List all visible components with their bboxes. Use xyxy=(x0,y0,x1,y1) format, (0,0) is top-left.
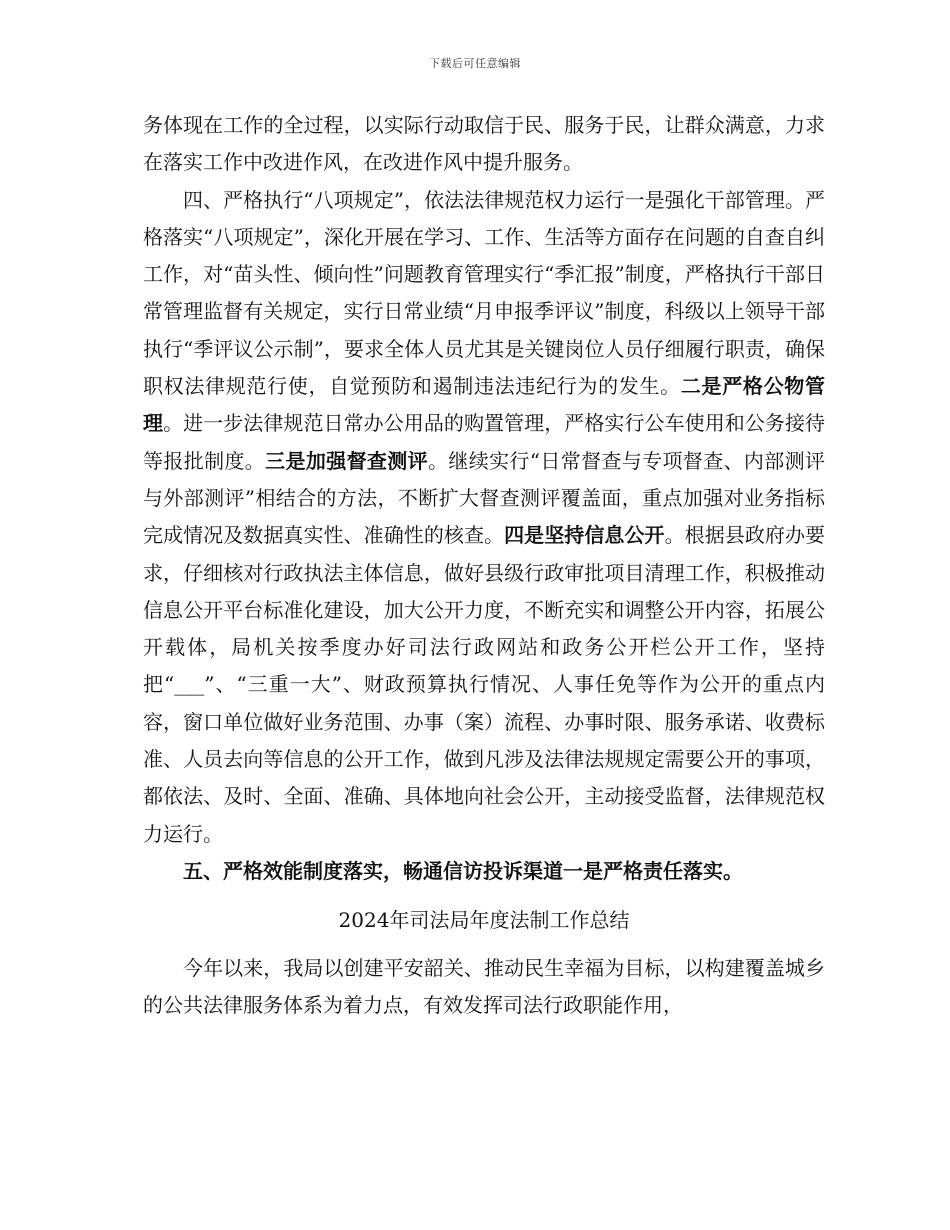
paragraph-intro: 今年以来，我局以创建平安韶关、推动民生幸福为目标，以构建覆盖城乡的公共法律服务体系为着力点，有效发挥司法行政职能作用， xyxy=(143,955,825,1017)
point-four-heading: 四是坚持信息公开 xyxy=(504,523,665,548)
section-five-heading: 五、严格效能制度落实，畅通信访投诉渠道一是严格责任落实。 xyxy=(183,858,743,883)
point-three-heading: 三是加强督查测评 xyxy=(265,448,428,473)
point-three-text: 。继续实行“日常督查与专项督查、内部测评与外部测评”相结合的方法，不断扩大督查测评覆盖面，重点加强对业务指标完成情况及数据真实性、准确性的核查。 xyxy=(143,448,825,548)
paragraph-continuation: 务体现在工作的全过程，以实际行动取信于民、服务于民，让群众满意，力求在落实工作中改进作风，在改进作风中提升服务。 xyxy=(143,113,825,175)
document-title: 2024年司法局年度法制工作总结 xyxy=(338,908,630,933)
point-four-text: 。根据县政府办要求，仔细核对行政执法主体信息，做好县级行政审批项目清理工作，积极推动信息公开平台标准化建设，加大公开力度，不断充实和调整公开内容，拓展公开载体，局机关按季度办好司法行政网站和政务公开栏公开工作，坚持把“___”、“三重一大”、财政预算执行情况、人事任免等作为公开的重点内容，窗口单位做好业务范围、办事（案）流程、办事时限、服务承诺、收费标准、人员去向等信息的公开工作，做到凡涉及法律法规规定需要公开的事项，都依法、及时、全面、准确、具体地向社会公开，主动接受监督，法律规范权力运行。 xyxy=(143,523,826,846)
page-header: 下载后可任意编辑 xyxy=(429,57,521,70)
point-two-text: 。进一步法律规范日常办公用品的购置管理，严格实行公车使用和公务接待等报批制度。 xyxy=(143,411,826,473)
section-four-text: 四、严格执行“八项规定”，依法法律规范权力运行一是强化干部管理。严格落实“八项规定”，深化开展在学习、工作、生活等方面存在问题的自查自纠工作，对“苗头性、倾向性”问题教育管理实行“季汇报”制度，严格执行干部日常管理监督有关规定，实行日常业绩“月申报季评议”制度，科级以上领导干部执行“季评议公示制”，要求全体人员尤其是关键岗位人员仔细履行职责，确保职权法律规范行使，自觉预防和遏制违法违纪行为的发生。 xyxy=(143,187,825,399)
point-two-heading: 二是严格公物管理 xyxy=(143,374,825,436)
document-body xyxy=(143,107,825,1024)
paragraph-section-four xyxy=(143,182,825,853)
